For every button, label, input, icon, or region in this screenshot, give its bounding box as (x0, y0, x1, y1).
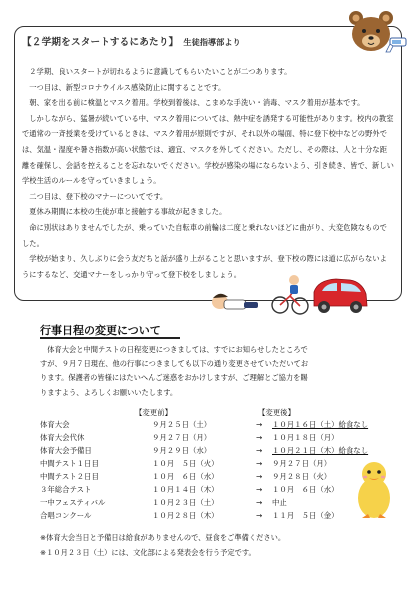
schedule-intro-line: ります。保護者の皆様にはたいへんご迷惑をおかけしますが、ご理解とご協力を賜 (40, 373, 308, 383)
notice-body (22, 64, 394, 282)
schedule-intro-line: すが、９月７日現在、他の行事につきましても以下の通り変更させていただいてお (40, 359, 309, 369)
arrow-icon: → (256, 498, 263, 507)
date-after: ９月２７日（月） (272, 459, 332, 468)
arrow-icon: → (256, 420, 263, 429)
date-after: １１月 ５日（金） (272, 511, 339, 520)
schedule-note: ※体育大会当日と予備日は給食がありませんので、昼食をご準備ください。 (40, 533, 286, 542)
notice-paragraph: しかしながら、猛暑が続いている中、マスク着用については、熱中症を誘発する可能性があります。校内の教室で通常の一斉授業を受けているときは、マスク着用が原則ですが、それ以外の場面、特に登下校中などの野外では、気温・湿度や暑さ指数が高い状態では、適宜、マスクを外してください。ただし、その際は、人と十分な距離を確保し、会話を控えることを忘れないでください。学校が感染の場にならないよう、引き続き、皆で、新しい学校生活のルールを守っていきましょう。 (22, 113, 394, 186)
event-name: 体育大会代休 (40, 433, 85, 442)
schedule-header-before: 【変更前】 (135, 408, 172, 417)
bear-thermometer-illustration (332, 4, 410, 60)
date-after: １０月１８日（月） (272, 433, 339, 442)
date-after: １０月１６日（土）給食なし (272, 420, 369, 429)
schedule-notes (40, 530, 285, 560)
date-before: １０月 ６日（水） (152, 472, 219, 481)
schedule-header-after: 【変更後】 (258, 408, 295, 417)
schedule-intro-line: 体育大会と中間テストの日程変更につきましては、すでにお知らせしたところで (47, 345, 308, 354)
event-name: ３年総合テスト (40, 485, 92, 494)
schedule-title-underline (40, 337, 180, 339)
duck-mascot-illustration (352, 456, 396, 522)
notice-paragraph: 二つ目は、登下校のマナーについてです。 (29, 191, 168, 201)
date-before: １０月 ５日（火） (152, 459, 219, 468)
notice-title: 【２学期をスタートするにあたり】 (22, 37, 179, 48)
schedule-row (40, 457, 400, 470)
schedule-row (40, 470, 400, 483)
arrow-icon: → (256, 446, 263, 455)
event-name: 体育大会予備日 (40, 446, 92, 455)
date-before: １０月２８日（木） (152, 511, 219, 520)
schedule-row (40, 444, 400, 457)
date-after: 中止 (272, 498, 287, 507)
schedule-row (40, 509, 400, 522)
event-name: 中間テスト２日目 (40, 472, 99, 481)
date-before: ９月２５日（土） (152, 420, 212, 429)
notice-heading (22, 34, 241, 48)
event-name: 合唱コンクール (40, 511, 92, 520)
notice-paragraph: ２学期、良いスタートが切れるように意識してもらいたいことが二つあります。 (29, 67, 292, 76)
date-before: ９月２７日（月） (152, 433, 212, 442)
notice-paragraph: 一つ目は、新型コロナウイルス感染防止に関することです。 (29, 82, 226, 92)
event-name: 一中フェスティバル (40, 498, 106, 507)
notice-paragraph: 命に別状はありませんでしたが、乗っていた自転車の前輪は二度と乗れないほどに曲がり、大変危険なものでした。 (22, 222, 387, 248)
event-name: 体育大会 (40, 420, 70, 429)
bicycle-car-accident-illustration (210, 262, 370, 318)
notice-paragraph: 朝、家を出る前に検温とマスク着用。学校到着後は、こまめな手洗い・消毒、マスク着用が基本です。 (29, 98, 365, 108)
arrow-icon: → (256, 459, 263, 468)
schedule-row (40, 431, 400, 444)
arrow-icon: → (256, 472, 263, 481)
date-after: ９月２８日（火） (272, 472, 332, 481)
schedule-title: 行事日程の変更について (40, 324, 161, 337)
date-after: １０月２１日（木）給食なし (272, 446, 369, 455)
date-before: ９月２９日（水） (152, 446, 212, 455)
schedule-intro-line: りますよう、よろしくお願いいたします。 (40, 387, 178, 397)
event-name: 中間テスト１日目 (40, 459, 99, 468)
date-before: １０月１４日（木） (152, 485, 219, 494)
schedule-row (40, 418, 400, 431)
notice-author: 生徒指導部より (183, 37, 241, 47)
arrow-icon: → (256, 485, 263, 494)
schedule-note: ※１０月２３日（土）には、文化部による発表会を行う予定です。 (40, 548, 256, 557)
date-before: １０月２３日（土） (152, 498, 219, 507)
schedule-intro (40, 343, 400, 400)
date-after: １０月 ６日（水） (272, 485, 339, 494)
schedule-row (40, 483, 400, 496)
arrow-icon: → (256, 511, 263, 520)
notice-paragraph: 学校が始まり、久しぶりに会う友だちと話が盛り上がることと思いますが、登下校の際には道に広がらないようにするなど、交通マナーをしっかり守って登下校をしましょう。 (22, 254, 387, 279)
notice-paragraph: 夏休み期間に本校の生徒が車と接触する事故が起きました。 (29, 207, 227, 217)
schedule-row (40, 496, 400, 509)
arrow-icon: → (256, 433, 263, 442)
